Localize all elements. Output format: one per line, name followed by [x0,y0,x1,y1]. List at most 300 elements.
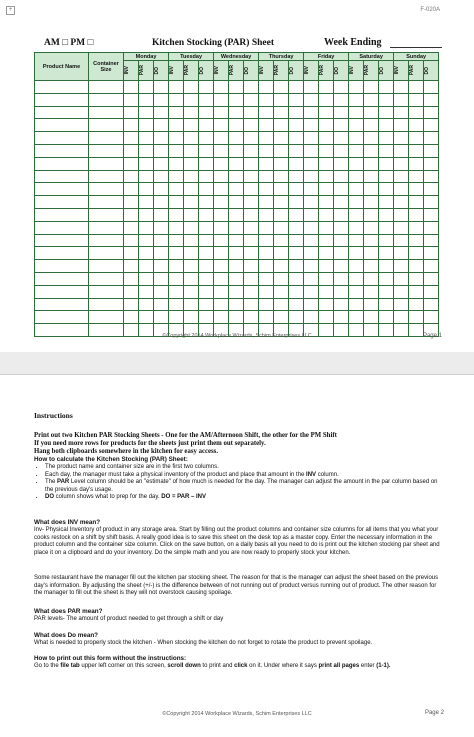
grid-cell[interactable] [244,93,259,106]
grid-cell[interactable] [124,234,139,247]
grid-cell[interactable] [259,81,274,94]
grid-cell[interactable] [89,234,124,247]
grid-cell[interactable] [334,93,349,106]
grid-cell[interactable] [379,311,394,324]
grid-cell[interactable] [334,298,349,311]
grid-cell[interactable] [349,285,364,298]
grid-cell[interactable] [184,132,199,145]
grid-cell[interactable] [334,221,349,234]
grid-cell[interactable] [169,132,184,145]
grid-cell[interactable] [394,208,409,221]
grid-cell[interactable] [89,81,124,94]
grid-cell[interactable] [319,234,334,247]
grid-cell[interactable] [379,272,394,285]
grid-cell[interactable] [184,81,199,94]
grid-cell[interactable] [214,272,229,285]
grid-cell[interactable] [169,285,184,298]
grid-cell[interactable] [124,298,139,311]
grid-cell[interactable] [409,285,424,298]
grid-cell[interactable] [259,132,274,145]
grid-cell[interactable] [89,221,124,234]
grid-cell[interactable] [229,285,244,298]
grid-cell[interactable] [154,144,169,157]
grid-cell[interactable] [214,81,229,94]
grid-cell[interactable] [139,221,154,234]
grid-cell[interactable] [274,183,289,196]
grid-cell[interactable] [319,132,334,145]
grid-cell[interactable] [124,260,139,273]
grid-cell[interactable] [379,183,394,196]
grid-cell[interactable] [424,119,439,132]
grid-cell[interactable] [394,285,409,298]
grid-cell[interactable] [169,221,184,234]
grid-cell[interactable] [169,298,184,311]
grid-cell[interactable] [229,272,244,285]
grid-cell[interactable] [244,81,259,94]
grid-cell[interactable] [394,106,409,119]
grid-cell[interactable] [289,132,304,145]
grid-cell[interactable] [35,298,89,311]
grid-cell[interactable] [409,81,424,94]
grid-cell[interactable] [319,119,334,132]
grid-cell[interactable] [169,144,184,157]
grid-cell[interactable] [409,144,424,157]
grid-cell[interactable] [184,157,199,170]
grid-cell[interactable] [319,208,334,221]
grid-cell[interactable] [139,81,154,94]
grid-cell[interactable] [199,272,214,285]
grid-cell[interactable] [379,285,394,298]
grid-cell[interactable] [124,170,139,183]
grid-cell[interactable] [304,260,319,273]
grid-cell[interactable] [349,311,364,324]
grid-cell[interactable] [154,247,169,260]
grid-cell[interactable] [349,208,364,221]
grid-cell[interactable] [229,221,244,234]
grid-cell[interactable] [154,311,169,324]
grid-cell[interactable] [379,93,394,106]
grid-cell[interactable] [199,298,214,311]
grid-cell[interactable] [259,106,274,119]
grid-cell[interactable] [244,221,259,234]
grid-cell[interactable] [229,144,244,157]
grid-cell[interactable] [379,132,394,145]
grid-cell[interactable] [35,132,89,145]
grid-cell[interactable] [304,196,319,209]
grid-cell[interactable] [289,183,304,196]
grid-cell[interactable] [334,272,349,285]
grid-cell[interactable] [274,144,289,157]
grid-cell[interactable] [379,144,394,157]
grid-cell[interactable] [214,144,229,157]
grid-cell[interactable] [424,311,439,324]
grid-cell[interactable] [169,311,184,324]
grid-cell[interactable] [274,132,289,145]
grid-cell[interactable] [139,132,154,145]
grid-cell[interactable] [349,93,364,106]
grid-cell[interactable] [409,221,424,234]
grid-cell[interactable] [334,183,349,196]
grid-cell[interactable] [184,119,199,132]
grid-cell[interactable] [244,119,259,132]
grid-cell[interactable] [154,81,169,94]
grid-cell[interactable] [199,170,214,183]
grid-cell[interactable] [199,221,214,234]
grid-cell[interactable] [424,247,439,260]
grid-cell[interactable] [169,81,184,94]
grid-cell[interactable] [139,285,154,298]
grid-cell[interactable] [304,106,319,119]
grid-cell[interactable] [244,311,259,324]
grid-cell[interactable] [304,132,319,145]
grid-cell[interactable] [424,298,439,311]
grid-cell[interactable] [259,170,274,183]
grid-cell[interactable] [424,221,439,234]
grid-cell[interactable] [169,208,184,221]
grid-cell[interactable] [199,183,214,196]
grid-cell[interactable] [319,260,334,273]
grid-cell[interactable] [89,106,124,119]
grid-cell[interactable] [124,144,139,157]
grid-cell[interactable] [334,196,349,209]
grid-cell[interactable] [349,247,364,260]
grid-cell[interactable] [334,247,349,260]
grid-cell[interactable] [229,93,244,106]
grid-cell[interactable] [199,285,214,298]
grid-cell[interactable] [169,196,184,209]
grid-cell[interactable] [364,119,379,132]
grid-cell[interactable] [214,311,229,324]
grid-cell[interactable] [334,170,349,183]
grid-cell[interactable] [229,132,244,145]
grid-cell[interactable] [394,170,409,183]
grid-cell[interactable] [364,183,379,196]
grid-cell[interactable] [379,221,394,234]
grid-cell[interactable] [89,208,124,221]
grid-cell[interactable] [154,106,169,119]
grid-cell[interactable] [259,144,274,157]
grid-cell[interactable] [35,144,89,157]
grid-cell[interactable] [154,272,169,285]
grid-cell[interactable] [304,247,319,260]
grid-cell[interactable] [124,196,139,209]
grid-cell[interactable] [139,119,154,132]
grid-cell[interactable] [184,298,199,311]
grid-cell[interactable] [319,247,334,260]
grid-cell[interactable] [259,157,274,170]
grid-cell[interactable] [154,234,169,247]
table-move-anchor-icon[interactable]: + [6,6,15,15]
grid-cell[interactable] [89,285,124,298]
grid-cell[interactable] [124,93,139,106]
grid-cell[interactable] [244,285,259,298]
grid-cell[interactable] [349,119,364,132]
grid-cell[interactable] [244,157,259,170]
grid-cell[interactable] [274,221,289,234]
grid-cell[interactable] [364,144,379,157]
grid-cell[interactable] [184,234,199,247]
grid-cell[interactable] [259,93,274,106]
grid-cell[interactable] [229,234,244,247]
grid-cell[interactable] [169,260,184,273]
grid-cell[interactable] [394,298,409,311]
grid-cell[interactable] [304,221,319,234]
grid-cell[interactable] [394,234,409,247]
grid-cell[interactable] [349,170,364,183]
grid-cell[interactable] [154,132,169,145]
grid-cell[interactable] [89,260,124,273]
grid-cell[interactable] [259,234,274,247]
grid-cell[interactable] [424,170,439,183]
grid-cell[interactable] [244,247,259,260]
grid-cell[interactable] [394,183,409,196]
grid-cell[interactable] [124,221,139,234]
grid-cell[interactable] [304,183,319,196]
grid-cell[interactable] [139,170,154,183]
grid-cell[interactable] [364,247,379,260]
grid-cell[interactable] [304,311,319,324]
grid-cell[interactable] [379,234,394,247]
grid-cell[interactable] [35,106,89,119]
grid-cell[interactable] [394,272,409,285]
grid-cell[interactable] [364,208,379,221]
grid-cell[interactable] [139,183,154,196]
grid-cell[interactable] [364,132,379,145]
grid-cell[interactable] [349,221,364,234]
grid-cell[interactable] [169,93,184,106]
grid-cell[interactable] [124,247,139,260]
grid-cell[interactable] [139,93,154,106]
grid-cell[interactable] [364,311,379,324]
grid-cell[interactable] [364,106,379,119]
grid-cell[interactable] [35,93,89,106]
grid-cell[interactable] [89,311,124,324]
grid-cell[interactable] [409,196,424,209]
grid-cell[interactable] [184,247,199,260]
grid-cell[interactable] [169,106,184,119]
grid-cell[interactable] [124,285,139,298]
grid-cell[interactable] [154,157,169,170]
grid-cell[interactable] [364,170,379,183]
grid-cell[interactable] [289,234,304,247]
grid-cell[interactable] [169,247,184,260]
grid-cell[interactable] [35,247,89,260]
grid-cell[interactable] [214,208,229,221]
grid-cell[interactable] [154,93,169,106]
grid-cell[interactable] [274,157,289,170]
grid-cell[interactable] [379,260,394,273]
grid-cell[interactable] [424,272,439,285]
grid-cell[interactable] [214,183,229,196]
grid-cell[interactable] [274,311,289,324]
grid-cell[interactable] [409,311,424,324]
grid-cell[interactable] [214,221,229,234]
grid-cell[interactable] [35,285,89,298]
grid-cell[interactable] [154,221,169,234]
grid-cell[interactable] [244,234,259,247]
grid-cell[interactable] [304,93,319,106]
grid-cell[interactable] [214,285,229,298]
grid-cell[interactable] [154,170,169,183]
grid-cell[interactable] [154,285,169,298]
grid-cell[interactable] [289,247,304,260]
grid-cell[interactable] [379,119,394,132]
grid-cell[interactable] [394,260,409,273]
grid-cell[interactable] [304,144,319,157]
grid-cell[interactable] [289,298,304,311]
grid-cell[interactable] [274,272,289,285]
grid-cell[interactable] [124,208,139,221]
grid-cell[interactable] [319,196,334,209]
grid-cell[interactable] [289,106,304,119]
grid-cell[interactable] [184,170,199,183]
week-ending-field[interactable] [390,47,442,48]
grid-cell[interactable] [379,298,394,311]
grid-cell[interactable] [259,196,274,209]
grid-cell[interactable] [394,311,409,324]
grid-cell[interactable] [124,106,139,119]
grid-cell[interactable] [35,272,89,285]
grid-cell[interactable] [244,208,259,221]
grid-cell[interactable] [274,247,289,260]
grid-cell[interactable] [319,106,334,119]
grid-cell[interactable] [35,81,89,94]
grid-cell[interactable] [229,106,244,119]
grid-cell[interactable] [364,298,379,311]
grid-cell[interactable] [274,285,289,298]
grid-cell[interactable] [124,157,139,170]
grid-cell[interactable] [259,208,274,221]
grid-cell[interactable] [319,157,334,170]
grid-cell[interactable] [289,208,304,221]
grid-cell[interactable] [304,272,319,285]
grid-cell[interactable] [274,298,289,311]
grid-cell[interactable] [289,93,304,106]
grid-cell[interactable] [424,93,439,106]
grid-cell[interactable] [259,272,274,285]
grid-cell[interactable] [304,208,319,221]
grid-cell[interactable] [214,260,229,273]
grid-cell[interactable] [214,157,229,170]
am-pm-checkboxes[interactable]: AM □ PM □ [44,38,94,48]
grid-cell[interactable] [424,157,439,170]
grid-cell[interactable] [319,183,334,196]
grid-cell[interactable] [169,183,184,196]
grid-cell[interactable] [319,285,334,298]
grid-cell[interactable] [35,221,89,234]
grid-cell[interactable] [214,106,229,119]
grid-cell[interactable] [349,157,364,170]
grid-cell[interactable] [169,119,184,132]
grid-cell[interactable] [379,208,394,221]
grid-cell[interactable] [229,81,244,94]
grid-cell[interactable] [334,260,349,273]
grid-cell[interactable] [89,132,124,145]
grid-cell[interactable] [364,285,379,298]
grid-cell[interactable] [35,234,89,247]
grid-cell[interactable] [124,119,139,132]
grid-cell[interactable] [214,196,229,209]
grid-cell[interactable] [349,298,364,311]
grid-cell[interactable] [394,132,409,145]
grid-cell[interactable] [319,272,334,285]
grid-cell[interactable] [259,311,274,324]
grid-cell[interactable] [259,298,274,311]
grid-cell[interactable] [409,157,424,170]
grid-cell[interactable] [184,106,199,119]
grid-cell[interactable] [139,157,154,170]
grid-cell[interactable] [35,119,89,132]
grid-cell[interactable] [244,298,259,311]
grid-cell[interactable] [184,196,199,209]
grid-cell[interactable] [304,81,319,94]
grid-cell[interactable] [199,93,214,106]
grid-cell[interactable] [274,208,289,221]
grid-cell[interactable] [379,157,394,170]
grid-cell[interactable] [394,119,409,132]
grid-cell[interactable] [184,311,199,324]
grid-cell[interactable] [349,132,364,145]
grid-cell[interactable] [214,298,229,311]
grid-cell[interactable] [89,247,124,260]
grid-cell[interactable] [259,119,274,132]
grid-cell[interactable] [364,157,379,170]
grid-cell[interactable] [409,170,424,183]
grid-cell[interactable] [424,234,439,247]
grid-cell[interactable] [274,170,289,183]
grid-cell[interactable] [244,170,259,183]
grid-cell[interactable] [394,196,409,209]
grid-cell[interactable] [244,196,259,209]
grid-cell[interactable] [184,272,199,285]
grid-cell[interactable] [244,272,259,285]
grid-cell[interactable] [274,119,289,132]
grid-cell[interactable] [229,170,244,183]
grid-cell[interactable] [379,106,394,119]
grid-cell[interactable] [139,144,154,157]
grid-cell[interactable] [334,208,349,221]
grid-cell[interactable] [89,196,124,209]
grid-cell[interactable] [334,81,349,94]
grid-cell[interactable] [334,106,349,119]
grid-cell[interactable] [424,285,439,298]
grid-cell[interactable] [89,183,124,196]
grid-cell[interactable] [124,311,139,324]
grid-cell[interactable] [199,234,214,247]
grid-cell[interactable] [334,144,349,157]
grid-cell[interactable] [319,221,334,234]
grid-cell[interactable] [304,157,319,170]
grid-cell[interactable] [364,81,379,94]
grid-cell[interactable] [139,260,154,273]
grid-cell[interactable] [304,119,319,132]
grid-cell[interactable] [199,106,214,119]
grid-cell[interactable] [154,183,169,196]
grid-cell[interactable] [409,272,424,285]
grid-cell[interactable] [139,196,154,209]
grid-cell[interactable] [349,106,364,119]
grid-cell[interactable] [424,183,439,196]
grid-cell[interactable] [89,170,124,183]
grid-cell[interactable] [349,272,364,285]
grid-cell[interactable] [409,247,424,260]
grid-cell[interactable] [394,81,409,94]
grid-cell[interactable] [334,119,349,132]
grid-cell[interactable] [364,260,379,273]
grid-cell[interactable] [349,234,364,247]
grid-cell[interactable] [199,157,214,170]
grid-cell[interactable] [364,221,379,234]
